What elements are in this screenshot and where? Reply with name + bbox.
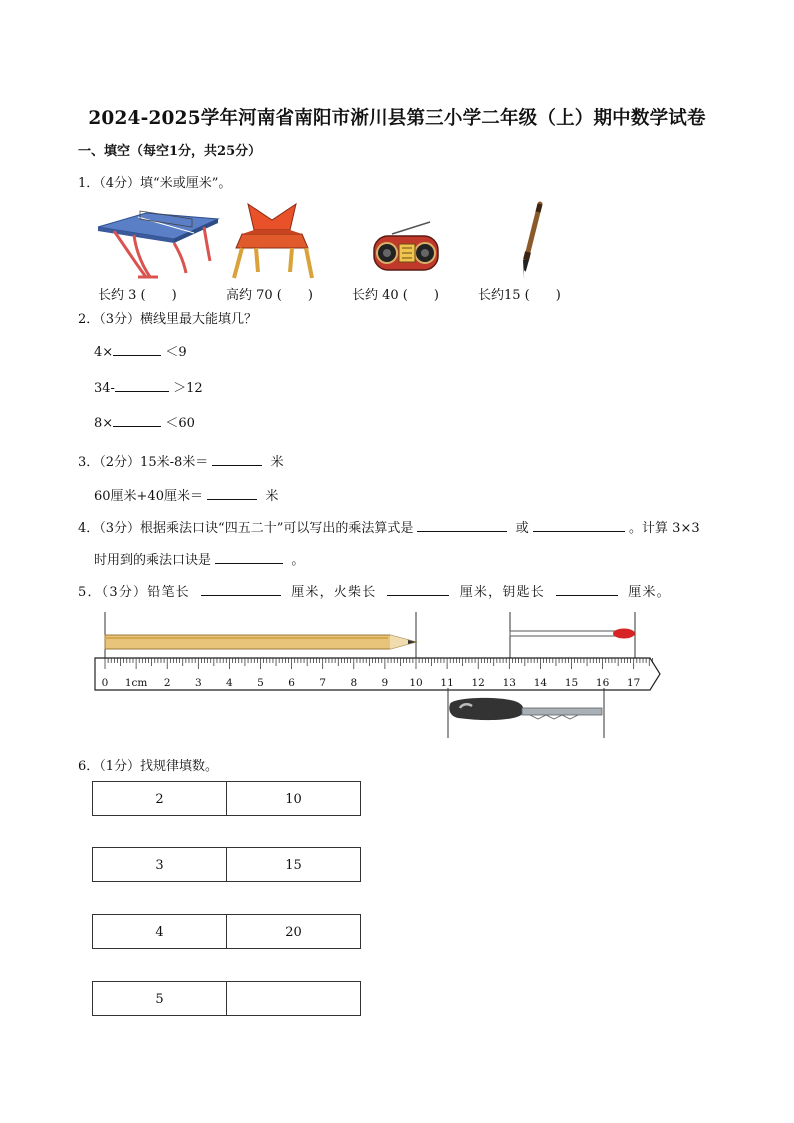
ruler-label: 17 [627,677,641,689]
q2-line-3-suffix: ＜60 [165,416,195,431]
q6-row-4-left: 5 [92,981,227,1016]
q6-row-2-right: 15 [226,847,361,882]
q2-line-2-prefix: 34- [94,381,115,396]
ruler-label: 4 [226,677,233,689]
q5-part-1: 5．（3分）铅笔长 [78,585,190,600]
q4-line-2 [94,550,304,570]
ruler-label: 11 [440,677,454,689]
q1-caption-2: 高约 70 ( ) [226,288,313,303]
q5-part-4: 厘米。 [628,585,671,600]
ruler-label: 8 [350,677,358,689]
chair-icon [228,200,316,282]
q4-line-1 [78,518,700,538]
q2-blank-1[interactable] [113,342,161,356]
q5-line [78,582,671,602]
q4-line-2-suffix: 。 [291,553,305,568]
q2-line-3 [94,413,195,433]
ruler-label: 1cm [124,677,148,689]
ruler-label: 13 [502,677,516,689]
q2-blank-3[interactable] [113,413,161,427]
question-2-stem: 2．（3分）横线里最大能填几？ [78,312,258,327]
q3-line-2-suffix: 米 [265,489,279,504]
q4-part-3: 。计算 3×3 [629,521,700,536]
q4-line-2-prefix: 时用到的乘法口诀是 [94,553,212,568]
q3-line-2-prefix: 60厘米+40厘米＝ [94,489,203,504]
q4-blank-2[interactable] [533,518,625,532]
q4-part-1: 4．（3分）根据乘法口诀“四五二十”可以写出的乘法算式是 [78,521,414,536]
q4-blank-1[interactable] [417,518,507,532]
q6-row-2-left: 3 [92,847,227,882]
ruler-figure [90,608,670,742]
question-1-stem: 1．（4分）填“米或厘米”。 [78,176,232,191]
q3-line-1-prefix: 3．（2分）15米-8米＝ [78,455,209,470]
q6-row-1-right: 10 [226,781,361,816]
q3-blank-2[interactable] [207,486,257,500]
q4-part-2: 或 [515,521,529,536]
q3-line-1 [78,452,284,472]
radio-icon [372,220,442,272]
ruler-label: 14 [533,677,548,689]
q5-part-2: 厘米，火柴长 [291,585,377,600]
q6-row-4-right[interactable] [226,981,361,1016]
question-6-stem: 6．（1分）找规律填数。 [78,759,219,774]
q2-line-1-prefix: 4× [94,345,114,360]
q3-line-2 [94,486,278,506]
ruler-label: 5 [257,677,264,689]
q6-row-3-right: 20 [226,914,361,949]
ping-pong-table-icon [94,205,222,283]
q2-blank-2[interactable] [115,378,169,392]
brush-pen-icon [512,200,548,280]
q2-line-1 [94,342,187,362]
ruler-label: 10 [409,677,423,689]
key-icon [448,688,604,738]
q2-line-1-suffix: ＜9 [165,345,187,360]
q3-line-1-suffix: 米 [270,455,284,470]
section-heading: 一、填空（每空1分，共25分） [78,144,262,159]
q6-row-3-left: 4 [92,914,227,949]
q5-blank-2[interactable] [387,582,449,596]
q1-caption-3: 长约 40 ( ) [352,288,439,303]
q4-blank-3[interactable] [215,550,283,564]
q2-line-3-prefix: 8× [94,416,114,431]
q5-blank-3[interactable] [556,582,618,596]
q5-blank-1[interactable] [201,582,281,596]
q6-row-1-left: 2 [92,781,227,816]
ruler-label: 2 [163,677,171,689]
q1-caption-1: 长约 3 ( ) [98,288,177,303]
ruler-label: 16 [595,677,610,689]
ruler-label: 0 [101,677,109,689]
q5-part-3: 厘米，钥匙长 [459,585,545,600]
q2-line-2-suffix: ＞12 [173,381,203,396]
ruler-label: 9 [381,677,389,689]
page-title: 2024-2025学年河南省南阳市淅川县第三小学二年级（上）期中数学试卷 [88,108,706,129]
q3-blank-1[interactable] [212,452,262,466]
ruler-label: 7 [319,677,327,689]
ruler-label: 12 [471,677,485,689]
ruler-label: 6 [288,677,295,689]
q1-caption-4: 长约15 ( ) [478,288,561,303]
ruler-label: 15 [564,677,579,689]
ruler-label: 3 [194,677,202,689]
q2-line-2 [94,378,203,398]
